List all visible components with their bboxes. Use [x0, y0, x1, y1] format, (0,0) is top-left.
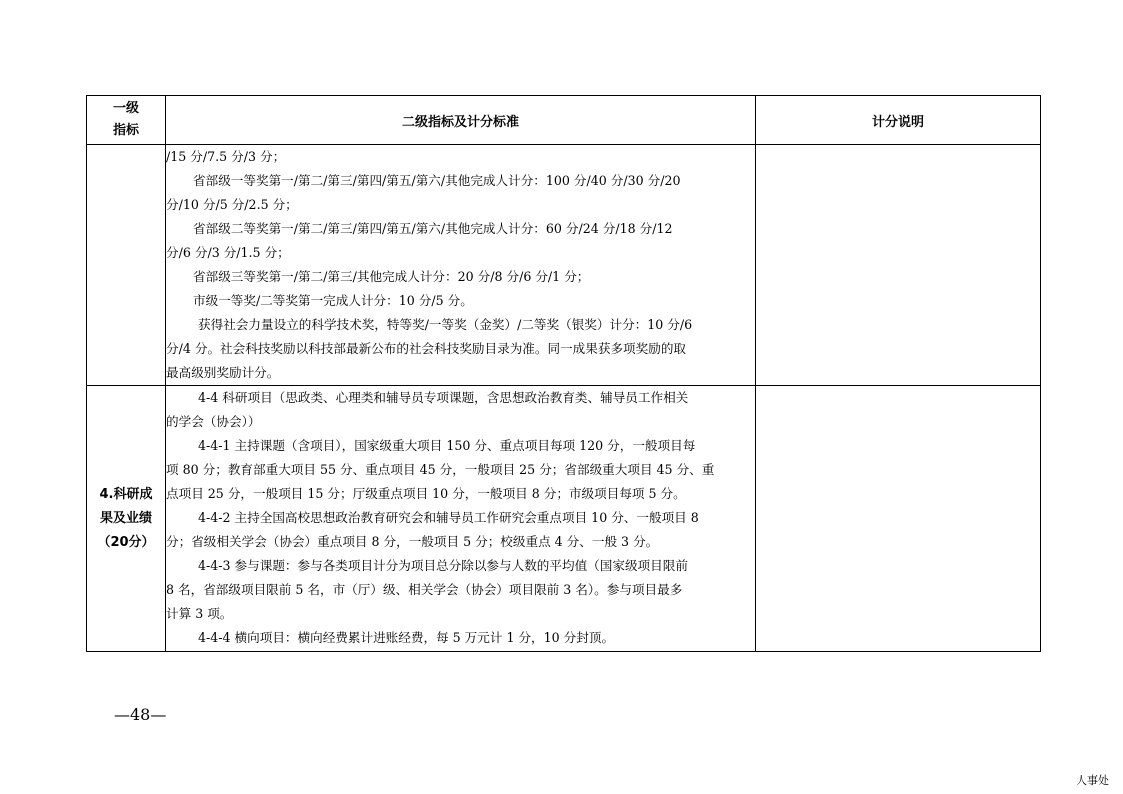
- criteria-line: 分；省级相关学会（协会）重点项目 8 分，一般项目 5 分；校级重点 4 分、一般 3 分。: [166, 534, 659, 549]
- header-level1-line2: 指标: [112, 123, 139, 138]
- header-scoring-notes: 计分说明: [756, 96, 1041, 145]
- header-level1-line1: 一级: [112, 101, 139, 116]
- criteria-line: 4-4-1 主持课题（含项目），国家级重大项目 150 分、重点项目每项 120 分，一般项目每: [198, 438, 696, 453]
- criteria-line: /15 分/7.5 分/3 分；: [166, 149, 286, 164]
- criteria-line: 分/4 分。社会科技奖励以科技部最新公布的社会科技奖励目录为准。同一成果获多项奖励的取: [166, 341, 687, 356]
- header-level2-criteria: 二级指标及计分标准: [166, 96, 756, 145]
- scoring-table: [86, 95, 1041, 652]
- criteria-line: 的学会（协会））: [166, 414, 261, 429]
- criteria-line: 8 名，省部级项目限前 5 名，市（厅）级、相关学会（协会）项目限前 3 名）。参与项目最多: [166, 582, 683, 597]
- criteria-line: 4-4 科研项目（思政类、心理类和辅导员专项课题，含思想政治教育类、辅导员工作相关: [198, 390, 689, 405]
- table-row: [87, 145, 1041, 386]
- notes-cell: [756, 386, 1041, 652]
- category-cell: [87, 386, 166, 652]
- header-level1-indicator: [87, 96, 166, 145]
- criteria-line: 计算 3 项。: [166, 606, 233, 621]
- criteria-line: 省部级一等奖第一/第二/第三/第四/第五/第六/其他完成人计分：100 分/40 分/30 分/20: [193, 173, 681, 188]
- category-cell-empty: [87, 145, 166, 386]
- criteria-line: 省部级三等奖第一/第二/第三/其他完成人计分：20 分/8 分/6 分/1 分；: [193, 269, 590, 284]
- criteria-line: 最高级别奖励计分。: [166, 365, 280, 380]
- criteria-line: 省部级二等奖第一/第二/第三/第四/第五/第六/其他完成人计分：60 分/24 分/18 分/12: [193, 221, 673, 236]
- watermark-label: 人事处: [1076, 774, 1109, 787]
- page-number: —48—: [114, 705, 167, 724]
- criteria-line: 4-4-3 参与课题：参与各类项目计分为项目总分除以参与人数的平均值（国家级项目限前: [198, 558, 688, 573]
- table-header-row: [87, 96, 1041, 145]
- criteria-cell: [166, 386, 756, 652]
- criteria-line: 点项目 25 分，一般项目 15 分；厅级重点项目 10 分，一般项目 8 分；市级项目每项 5 分。: [166, 486, 686, 501]
- table-row: [87, 386, 1041, 652]
- criteria-line: 项 80 分；教育部重大项目 55 分、重点项目 45 分，一般项目 25 分；省部级重大项目 45 分、重: [166, 462, 715, 477]
- criteria-line: 4-4-4 横向项目：横向经费累计进账经费，每 5 万元计 1 分，10 分封顶。: [198, 630, 615, 645]
- category-line1: 4.科研成: [99, 486, 153, 502]
- criteria-line: 4-4-2 主持全国高校思想政治教育研究会和辅导员工作研究会重点项目 10 分、一般项目 8: [198, 510, 699, 525]
- criteria-cell: [166, 145, 756, 386]
- criteria-line: 分/6 分/3 分/1.5 分；: [166, 245, 290, 260]
- category-line2: 果及业绩: [99, 510, 152, 526]
- criteria-line: 市级一等奖/二等奖第一完成人计分：10 分/5 分。: [193, 293, 473, 308]
- criteria-line: 分/10 分/5 分/2.5 分；: [166, 197, 298, 212]
- criteria-line: 获得社会力量设立的科学技术奖，特等奖/一等奖（金奖）/二等奖（银奖）计分：10 分/6: [198, 317, 693, 332]
- notes-cell: [756, 145, 1041, 386]
- category-line3: （20分）: [97, 534, 155, 550]
